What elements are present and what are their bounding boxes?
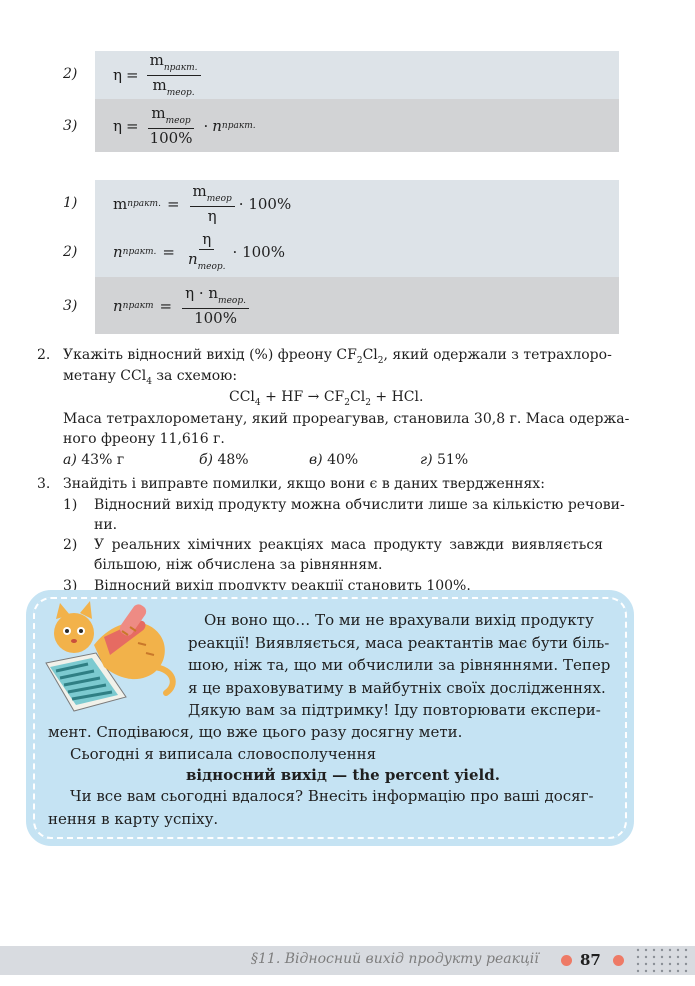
equals-sign: = [126,66,139,84]
formula-a2 [113,50,205,98]
text: + HF → CF [260,389,345,405]
bubble-line: я це враховуватиму в майбутніх своїх дослідженнях. [188,679,606,697]
numerator: m [192,181,207,200]
bubble-line: Дякую вам за підтримку! Іду повторювати експери- [188,701,601,719]
text: CCl [229,389,255,405]
lhs-subscript: практ. [127,198,161,209]
chapter-title: §11. Відносний вихід продукту реакції [251,951,539,967]
answer-option[interactable] [420,452,468,468]
eta-symbol: η [113,117,122,135]
row-label: 3) [63,118,78,134]
option-value: 40% [327,452,359,468]
item-number: 1) [63,497,78,513]
fraction [190,183,235,224]
option-value: 48% [217,452,249,468]
denominator: n [187,249,198,268]
option-letter: г) [420,452,433,468]
n-subscript: практ. [221,121,256,131]
formula-tail: · 100% [232,243,285,261]
formula-b2 [113,229,285,275]
item-text: У реальних хімічних реакціях маса продукту завжди виявляється [94,537,604,553]
equals-sign: = [162,243,175,261]
option-letter: б) [199,452,214,468]
option-value: 51% [437,452,469,468]
task-2-line-1 [63,347,612,366]
formula-a3 [113,103,256,149]
bubble-line: мент. Сподіваюся, що вже цього разу досягну мети. [48,723,463,741]
text: + HCl. [370,389,424,405]
fraction [185,231,229,272]
subscript: 4 [254,398,261,408]
item-number: 2) [63,537,78,553]
fraction [182,285,249,326]
option-letter: а) [63,452,77,468]
row-label: 3) [63,298,78,314]
task-2-line-2 [63,368,237,387]
numerator-subscript: теор [206,193,232,204]
lhs-symbol: m [113,194,128,213]
task-2-line-3: Маса тетрахлорометану, який прореагував, становила 30,8 г. Маса одержа- [63,411,630,427]
page-number: 87 [580,951,601,969]
bubble-line: реакції! Виявляється, маса реактантів має бути біль- [188,634,610,652]
denominator: m [152,75,167,94]
subscript: 4 [146,377,152,387]
bullet-dot-icon [561,955,572,966]
item-text: Відносний вихід продукту реакції становить 100%. [94,578,471,594]
n-symbol: n [212,117,222,135]
option-letter: в) [309,452,323,468]
subscript: 2 [365,398,371,408]
task-3-title: Знайдіть і виправте помилки, якщо вони є в даних твердженнях: [63,476,545,492]
subscript: 2 [377,356,384,366]
answer-option[interactable] [309,452,358,468]
lhs-symbol: n [113,297,123,315]
multiply-dot: · [203,117,209,135]
numerator: m [151,104,166,123]
bubble-line: Чи все вам сьогодні вдалося? Внесіть інформацію про ваші досяг- [70,787,594,805]
cat-reading-illustration [34,597,184,715]
subscript: 2 [356,356,363,366]
text: за схемою: [151,368,238,384]
task-2-line-4: ного фреону 11,616 г. [63,431,225,447]
bullet-dot-icon [613,955,624,966]
subscript: 2 [344,398,350,408]
equals-sign: = [159,297,173,315]
lhs-subscript: практ. [122,247,157,257]
numerator-subscript: теор [165,116,191,127]
bubble-line: Сьогодні я виписала словосполучення [70,745,377,763]
option-value: 43% г [81,452,125,468]
item-text: Відносний вихід продукту можна обчислити лише за кількістю речови- [94,497,625,513]
denominator-subscript: теор. [166,87,195,98]
numerator-subscript: теор. [218,296,246,307]
fraction [147,52,201,99]
item-number: 3) [63,578,78,594]
item-text: більшою, ніж обчислена за рівнянням. [94,557,383,573]
numerator: η · n [185,284,219,303]
equals-sign: = [126,117,139,135]
text: , який одержали з тетрахлоро- [383,347,612,363]
row-label: 2) [63,244,78,260]
bubble-line: шою, ніж та, що ми обчислили за рівняннями. Тепер [188,656,611,674]
numerator-subscript: практ. [163,62,198,73]
answer-option[interactable] [199,452,249,468]
bubble-term: відносний вихід — the percent yield. [186,766,500,784]
eta-symbol: η [113,66,122,84]
numerator: η [199,231,214,250]
dot-grid-decoration [634,946,695,976]
item-text: ни. [94,517,118,533]
text: Укажіть відносний вихід (%) фреону CF [63,347,357,363]
text: Cl [362,347,378,363]
bubble-line: Он воно що… То ми не врахували вихід продукту [204,611,594,629]
row-label: 1) [63,195,78,211]
text: метану CCl [63,368,147,384]
answer-option[interactable] [63,452,124,468]
lhs-subscript: практ [122,301,154,311]
formula-tail: · 100% [238,194,292,213]
text: Cl [350,389,366,405]
lhs-symbol: n [113,243,123,261]
task-number: 2. [37,347,51,363]
numerator: m [149,50,164,69]
equals-sign: = [166,194,180,213]
bubble-line: нення в карту успіху. [48,810,219,828]
reaction-equation [229,389,423,408]
formula-b3 [113,281,253,331]
denominator: η [207,206,217,225]
denominator: 100% [149,129,193,148]
fraction [147,105,196,146]
formula-b1 [113,182,291,225]
task-number: 3. [37,476,51,492]
row-label: 2) [63,66,78,82]
denominator-subscript: теор. [197,261,226,272]
denominator: 100% [194,309,237,328]
